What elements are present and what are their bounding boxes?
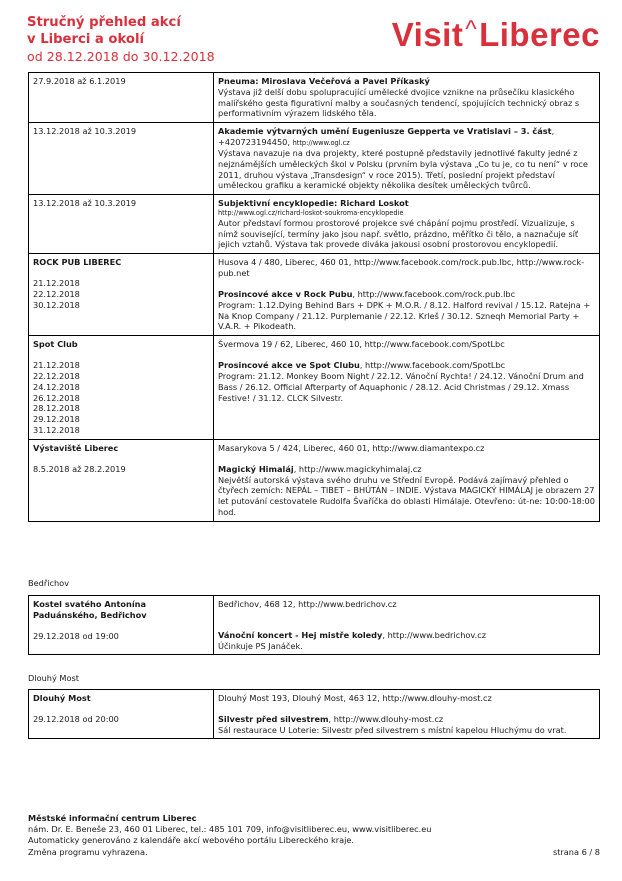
event-link[interactable]: http://www.ogl.cz xyxy=(292,139,350,148)
event-cell xyxy=(214,195,600,254)
event-title: Prosincové akce ve Spot Clubu xyxy=(218,360,360,371)
event-cell xyxy=(214,596,600,655)
event-date: 22.12.2018 xyxy=(33,370,80,381)
header-title-line1: Stručný přehled akcí xyxy=(27,15,181,30)
event-link[interactable]: http://www.ogl.cz/richard-loskot-soukroma-encyklopedie xyxy=(218,209,404,218)
event-link[interactable]: , http://www.dlouhy-most.cz xyxy=(328,713,444,724)
venue-name: ROCK PUB LIBEREC xyxy=(33,257,122,268)
event-description: Výstava navazuje na dva projekty, které postupně představily jednotlivé fakulty jedné z nejznámějších uměleckých škol v Polsku (prvním byla výstava „Co tu je, co tu není“ v roce 2011, druhou výstava „Transdesign“ v roce 2015). Třetí, poslední projekt představí uměleckou grafiku a keramické objekty několika desítek uměleckých tvůrců. xyxy=(218,147,588,191)
event-title: Subjektivní encyklopedie: Richard Loskot xyxy=(218,198,409,209)
event-cell xyxy=(214,73,600,123)
header-title-line2: v Liberci a okolí xyxy=(27,32,144,47)
venue-address: Dlouhý Most 193, Dlouhý Most, 463 12, http://www.dlouhy-most.cz xyxy=(218,693,492,703)
venue-cell xyxy=(29,254,214,336)
event-date: 8.5.2018 až 28.2.2019 xyxy=(33,463,126,474)
page-number: strana 6 / 8 xyxy=(552,846,600,857)
table-row xyxy=(29,690,600,739)
event-date: 13.12.2018 až 10.3.2019 xyxy=(29,123,214,195)
section-label-bedrichov: Bedřichov xyxy=(28,578,70,588)
events-table-dlouhy-most xyxy=(28,689,600,739)
event-heading xyxy=(218,360,595,371)
event-heading xyxy=(218,126,595,148)
footer-contact: nám. Dr. E. Beneše 23, 460 01 Liberec, tel.: 485 101 709, info@visitliberec.eu, www.visitliberec.eu xyxy=(28,824,432,835)
venue-cell xyxy=(29,439,214,521)
events-table-bedrichov xyxy=(28,595,600,655)
footer-change-note: Změna programu vyhrazena. xyxy=(28,846,148,857)
event-cell xyxy=(214,439,600,521)
event-description: Program: 21.12. Monkey Boom Night / 22.12. Vánoční Rychta! / 24.12. Vánoční Drum and Bass / 26.12. Official Afterparty of Aquaphonic / 28.12. Acid Christmas / 29.12. Xmass Festive! / 31.12. CLCK Silvestr. xyxy=(218,370,584,403)
event-link[interactable]: , http://www.facebook.com/SpotLbc xyxy=(359,360,506,371)
event-date: 28.12.2018 xyxy=(33,403,80,414)
venue-name: Dlouhý Most xyxy=(33,693,91,703)
event-title: Prosincové akce v Rock Pubu xyxy=(218,288,353,299)
event-date: 21.12.2018 xyxy=(33,278,80,289)
venue-address: Bedřichov, 468 12, http://www.bedrichov.cz xyxy=(218,599,397,609)
event-date: 31.12.2018 xyxy=(33,425,80,436)
table-row xyxy=(29,439,600,521)
event-description: Účinkuje PS Janáček. xyxy=(218,640,303,651)
event-title: Silvestr před silvestrem xyxy=(218,713,329,724)
section-label-dlouhy-most: Dlouhý Most xyxy=(28,673,79,683)
event-cell xyxy=(214,254,600,336)
venue-name: Kostel svatého Antonína Paduánského, Bedřichov xyxy=(33,599,147,620)
event-heading xyxy=(218,464,595,475)
venue-name: Výstaviště Liberec xyxy=(33,442,119,453)
event-description: Sál restaurace U Loterie: Silvestr před silvestrem s místní kapelou Hluchýmu do vrat. xyxy=(218,724,567,735)
event-description: Výstava již delší dobu spolupracující umělecké dvojice vznikne na průsečíku klasického malířského gesta figurativní malby a současných tendencí, spojujících technický obraz s performativním výrazem lidského těla. xyxy=(218,86,580,119)
event-description: Největší autorská výstava svého druhu ve Střední Evropě. Podává zajímavý přehled o čtyřech zemích: NEPÁL – TIBET – BHÚTÁN – INDIE. Výstava MAGICKÝ HIMÁLAJ je obrazem 27 let putování cestovatele Rudolfa Švaříčka do oblasti Himálaje. Otevřeno: út-ne: 10:00-18:00 hod. xyxy=(218,474,595,518)
event-heading xyxy=(218,630,595,641)
event-date: 13.12.2018 až 10.3.2019 xyxy=(29,195,214,254)
event-title: Akademie výtvarných umění Eugeniusze Gepperta ve Vratislavi – 3. část xyxy=(218,126,552,137)
event-link[interactable]: , http://www.bedrichov.cz xyxy=(382,629,486,640)
logo-text-visit: Visit xyxy=(391,16,464,53)
header-date-range: od 28.12.2018 do 30.12.2018 xyxy=(27,49,215,64)
event-date: 22.12.2018 xyxy=(33,288,80,299)
venue-address: Masarykova 5 / 424, Liberec, 460 01, http://www.diamantexpo.cz xyxy=(218,442,485,453)
logo-caret-icon: ^ xyxy=(465,16,478,43)
event-date: 26.12.2018 xyxy=(33,392,80,403)
event-heading xyxy=(218,714,595,725)
table-row xyxy=(29,336,600,440)
venue-cell xyxy=(29,690,214,739)
event-date: 29.12.2018 od 19:00 xyxy=(33,630,119,641)
event-link[interactable]: , http://www.facebook.com/rock.pub.lbc xyxy=(352,288,516,299)
event-cell xyxy=(214,690,600,739)
events-table-main xyxy=(28,72,600,522)
venue-name: Spot Club xyxy=(33,339,78,350)
page-header xyxy=(27,14,602,70)
visit-liberec-logo xyxy=(392,16,600,58)
page-footer xyxy=(28,813,600,858)
event-title: Magický Himaláj xyxy=(218,463,294,474)
venue-cell xyxy=(29,596,214,655)
table-row xyxy=(29,254,600,336)
event-link[interactable]: , http://www.magickyhimalaj.cz xyxy=(293,463,422,474)
table-row xyxy=(29,123,600,195)
venue-address: Husova 4 / 480, Liberec, 460 01, http://www.facebook.com/rock.pub.lbc, http://www.rock-pub.net xyxy=(218,257,585,279)
event-description: Program: 1.12.Dying Behind Bars + DPK + M.O.R. / 8.12. Halford revival / 15.12. Ratejna + Na Knop Company / 21.12. Purplemanie / 22.12. Krleš / 30.12. Szneqh Memorial Party + V.A.R. + Pikodeath. xyxy=(218,299,591,332)
event-description: Autor představí formou prostorové projekce své chápání pojmu prostředí. Vizualizuje, s nímž související, termíny jako jsou např. světlo, prázdno, měřítko či tělo, a naznačuje síť jejich vztahů. Výstava tak provede diváka jakousi osobní prostorovou encyklopedií. xyxy=(218,217,579,250)
event-date: 27.9.2018 až 6.1.2019 xyxy=(29,73,214,123)
event-heading xyxy=(218,289,595,300)
logo-text-liberec: Liberec xyxy=(479,16,600,53)
table-row xyxy=(29,596,600,655)
footer-auto-note: Automaticky generováno z kalendáře akcí webového portálu Libereckého kraje. xyxy=(28,835,355,846)
venue-address: Švermova 19 / 62, Liberec, 460 10, http://www.facebook.com/SpotLbc xyxy=(218,339,505,350)
event-date: 29.12.2018 xyxy=(33,414,80,425)
footer-org: Městské informační centrum Liberec xyxy=(28,813,197,823)
event-cell xyxy=(214,123,600,195)
event-date: 24.12.2018 xyxy=(33,381,80,392)
event-title: Pneuma: Miroslava Večeřová a Pavel Příkaský xyxy=(218,76,430,86)
venue-cell xyxy=(29,336,214,440)
event-date: 21.12.2018 xyxy=(33,360,80,371)
table-row xyxy=(29,195,600,254)
event-phone: , +420723194450, xyxy=(218,126,555,148)
event-date: 30.12.2018 xyxy=(33,299,80,310)
table-row xyxy=(29,73,600,123)
event-cell xyxy=(214,336,600,440)
event-title: Vánoční koncert - Hej mistře koledy xyxy=(218,629,383,640)
event-date: 29.12.2018 od 20:00 xyxy=(33,713,119,724)
